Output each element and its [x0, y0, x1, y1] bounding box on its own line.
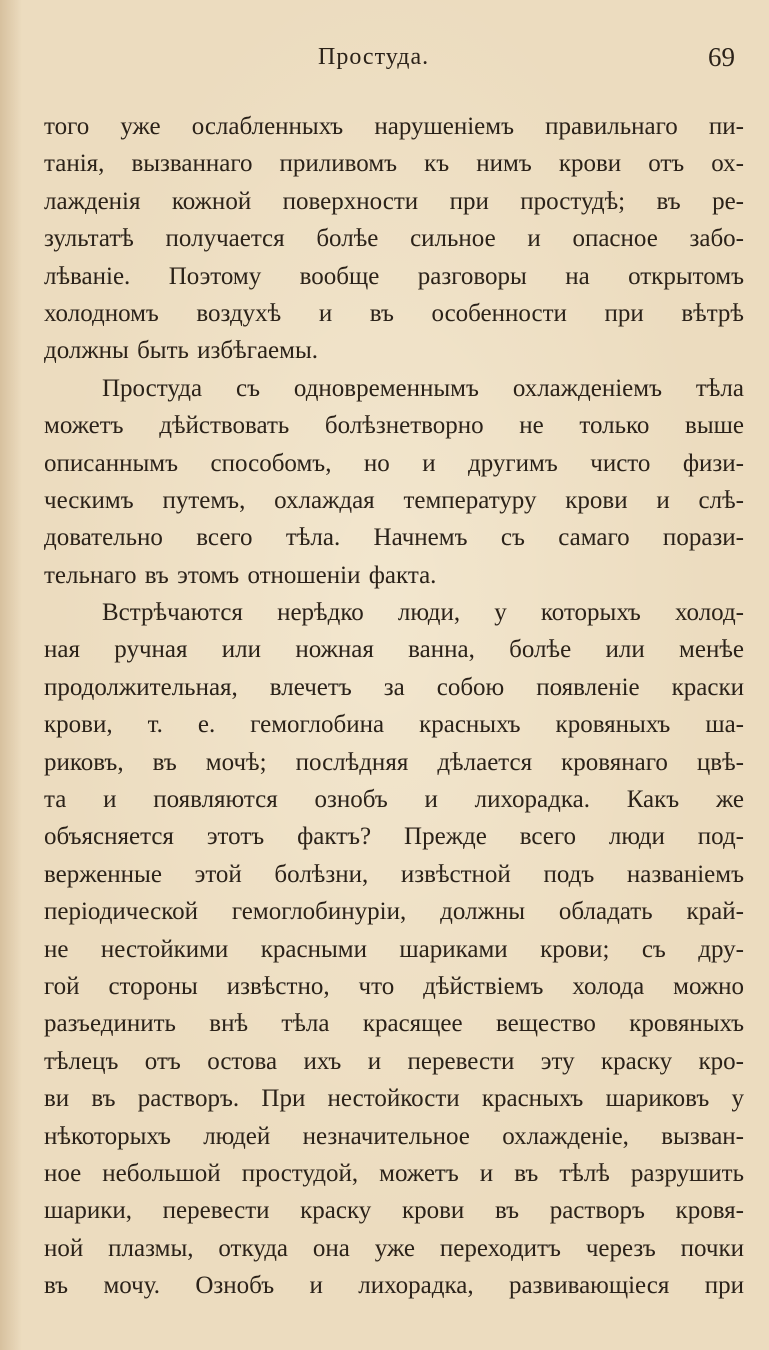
text-line: не нестойкими красными шариками крови; съ дру- [44, 935, 744, 963]
text-line: та и появляются ознобъ и лихорадка. Какъ же [44, 786, 744, 814]
text-line: Встрѣчаются нерѣдко люди, у которыхъ холод- [102, 599, 744, 627]
body-text [44, 108, 744, 1305]
text-line: описаннымъ способомъ, но и другимъ чисто физи- [44, 449, 744, 477]
text-line: крови, т. е. гемоглобина красныхъ кровяныхъ ша- [44, 711, 744, 739]
text-line: нѣкоторыхъ людей незначительное охлажденіе, вызван- [44, 1122, 744, 1150]
text-line: ческимъ путемъ, охлаждая температуру крови и слѣ- [44, 486, 744, 514]
text-line: разъединить внѣ тѣла красящее вещество кровяныхъ [44, 1010, 744, 1038]
text-line: лѣваніе. Поэтому вообще разговоры на открытомъ [44, 262, 744, 290]
text-line: можетъ дѣйствовать болѣзнетворно не только выше [44, 412, 744, 440]
text-line: верженные этой болѣзни, извѣстной подъ названіемъ [44, 860, 744, 888]
text-line: холодномъ воздухѣ и въ особенности при вѣтрѣ [44, 299, 744, 327]
page-number: 69 [708, 42, 735, 72]
text-line: ное небольшой простудой, можетъ и въ тѣлѣ разрушить [44, 1159, 744, 1187]
text-line: танія, вызваннаго приливомъ къ нимъ крови отъ ох- [44, 150, 744, 178]
text-line: риковъ, въ мочѣ; послѣдняя дѣлается кровянаго цвѣ- [44, 748, 744, 776]
text-line: въ мочу. Ознобъ и лихорадка, развивающіеся при [44, 1272, 744, 1300]
text-line: довательно всего тѣла. Начнемъ съ самаго порази- [44, 524, 744, 552]
text-line: тельнаго въ этомъ отношеніи факта. [44, 561, 437, 589]
text-line: того уже ослабленныхъ нарушеніемъ правильнаго пи- [44, 113, 744, 140]
text-line: шарики, перевести краску крови въ растворъ кровя- [44, 1197, 744, 1225]
text-line: тѣлецъ отъ остова ихъ и перевести эту краску кро- [44, 1047, 744, 1075]
text-line: должны быть избѣгаемы. [44, 337, 319, 365]
text-line: продолжительная, влечетъ за собою появленіе краски [44, 673, 744, 701]
paragraph-2 [44, 370, 744, 594]
paragraph-1 [44, 108, 744, 370]
text-line: объясняется этотъ фактъ? Прежде всего люди под- [44, 823, 744, 851]
text-line: гой стороны извѣстно, что дѣйствіемъ холода можно [44, 972, 744, 1000]
text-line: ная ручная или ножная ванна, болѣе или менѣе [44, 636, 744, 664]
running-title: Простуда. [318, 44, 430, 70]
running-header [0, 44, 769, 78]
text-line: лажденія кожной поверхности при простудѣ; въ ре- [44, 187, 744, 215]
text-line: періодической гемоглобинуріи, должны обладать край- [44, 898, 744, 926]
text-line: зультатѣ получается болѣе сильное и опасное забо- [44, 225, 744, 253]
text-line: Простуда съ одновременнымъ охлажденіемъ тѣла [102, 374, 744, 402]
paragraph-3 [44, 594, 744, 1304]
text-line: ной плазмы, откуда она уже переходитъ черезъ почки [44, 1234, 744, 1262]
text-line: ви въ растворъ. При нестойкости красныхъ шариковъ у [44, 1085, 744, 1113]
